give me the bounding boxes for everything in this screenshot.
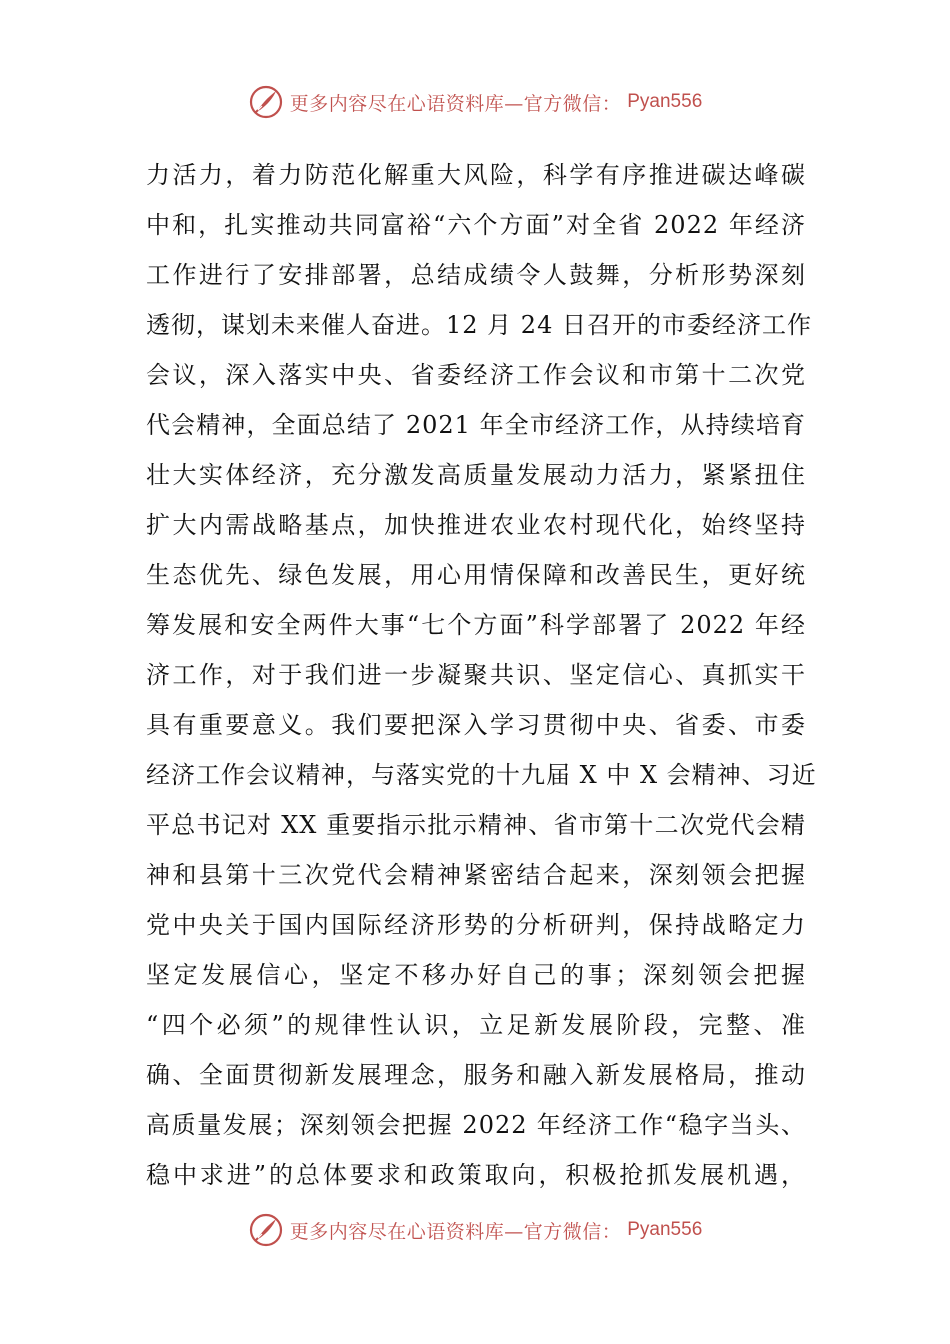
header-banner	[0, 82, 950, 122]
footer-banner	[0, 1210, 950, 1250]
body-line: 高质量发展；深刻领会把握 2022 年经济工作“稳字当头、	[146, 1111, 806, 1139]
body-line: 力活力，着力防范化解重大风险，科学有序推进碳达峰碳	[146, 161, 806, 189]
header-banner-handle: Pyan556	[627, 91, 703, 112]
body-line: 生态优先、绿色发展，用心用情保障和改善民生，更好统	[146, 561, 806, 589]
body-line: 具有重要意义。我们要把深入学习贯彻中央、省委、市委	[146, 711, 806, 739]
body-line: 平总书记对 XX 重要指示批示精神、省市第十二次党代会精	[146, 811, 806, 839]
quill-pen-logo-icon	[248, 84, 284, 120]
body-line: 代会精神，全面总结了 2021 年全市经济工作，从持续培育	[146, 411, 806, 439]
body-line: 确、全面贯彻新发展理念，服务和融入新发展格局，推动	[146, 1061, 806, 1089]
footer-banner-handle: Pyan556	[627, 1219, 703, 1240]
body-line: 党中央关于国内国际经济形势的分析研判，保持战略定力	[146, 911, 806, 939]
body-line: 筹发展和安全两件大事“七个方面”科学部署了 2022 年经	[146, 611, 806, 639]
body-line: 神和县第十三次党代会精神紧密结合起来，深刻领会把握	[146, 861, 806, 889]
footer-banner-text: 更多内容尽在心语资料库—官方微信：	[289, 1220, 622, 1243]
body-line: 坚定发展信心，坚定不移办好自己的事；深刻领会把握	[146, 961, 806, 989]
quill-pen-logo-icon	[248, 1212, 284, 1248]
body-line: 经济工作会议精神，与落实党的十九届 X 中 X 会精神、习近	[146, 761, 817, 789]
body-line: 中和，扎实推动共同富裕“六个方面”对全省 2022 年经济	[146, 211, 806, 239]
body-line: 济工作，对于我们进一步凝聚共识、坚定信心、真抓实干	[146, 661, 806, 689]
body-line: 会议，深入落实中央、省委经济工作会议和市第十二次党	[146, 361, 806, 389]
body-line: 扩大内需战略基点，加快推进农业农村现代化，始终坚持	[146, 511, 806, 539]
body-line: 工作进行了安排部署，总结成绩令人鼓舞，分析形势深刻	[146, 261, 806, 289]
body-line: “四个必须”的规律性认识，立足新发展阶段，完整、准	[146, 1011, 806, 1039]
body-line: 透彻，谋划未来催人奋进。12 月 24 日召开的市委经济工作	[146, 311, 812, 339]
header-banner-text: 更多内容尽在心语资料库—官方微信：	[289, 92, 622, 115]
body-line: 稳中求进”的总体要求和政策取向，积极抢抓发展机遇，	[146, 1161, 806, 1189]
document-body	[146, 150, 817, 1200]
body-line: 壮大实体经济，充分激发高质量发展动力活力，紧紧扭住	[146, 461, 806, 489]
